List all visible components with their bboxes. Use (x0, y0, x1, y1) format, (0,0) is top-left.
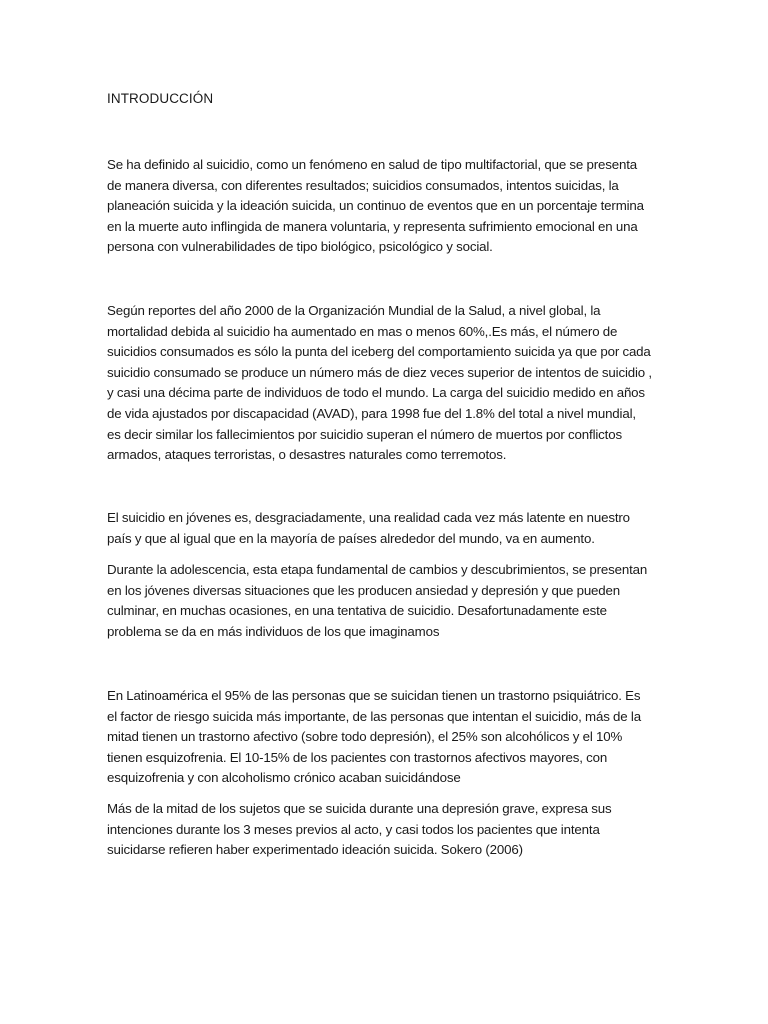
paragraph-definition: Se ha definido al suicidio, como un fenómeno en salud de tipo multifactorial, que se presenta de manera diversa, con diferentes resultados; suicidios consumados, intentos suicidas, la planeación suicida y la ideación suicida, un continuo de eventos que en un porcentaje termina en la muerte auto inflingida de manera voluntaria, y representa sufrimiento emocional en una persona con vulnerabilidades de tipo biológico, psicológico y social. (107, 157, 644, 255)
paragraph-latin-america: En Latinoamérica el 95% de las personas que se suicidan tienen un trastorno psiquiátrico. Es el factor de riesgo suicida más importante, de las personas que intentan el suicidio, más de la mitad tienen un trastorno afectivo (sobre todo depresión), el 25% son alcohólicos y el 10% tienen esquizofrenia. El 10-15% de los pacientes con trastornos afectivos mayores, con esquizofrenia y con alcoholismo crónico acaban suicidándose (107, 688, 641, 786)
paragraph-youth-suicide: El suicidio en jóvenes es, desgraciadamente, una realidad cada vez más latente en nuestro país y que al igual que en la mayoría de países alrededor del mundo, va en aumento. (107, 510, 630, 546)
paragraph-depression: Más de la mitad de los sujetos que se suicida durante una depresión grave, expresa sus intenciones durante los 3 meses previos al acto, y casi todos los pacientes que intenta suicidarse refieren haber experimentado ideación suicida. Sokero (2006) (107, 801, 612, 858)
paragraph-oms-reports: Según reportes del año 2000 de la Organización Mundial de la Salud, a nivel global, la mortalidad debida al suicidio ha aumentado en mas o menos 60%,.Es más, el número de suicidios consumados es sólo la punta del iceberg del comportamiento suicida ya que por cada suicidio consumado se produce un número más de diez veces superior de intentos de suicidio , y casi una décima parte de individuos de todo el mundo. La carga del suicidio medido en años de vida ajustados por discapacidad (AVAD), para 1998 fue del 1.8% del total a nivel mundial, es decir similar los fallecimientos por suicidio superan el número de muertos por conflictos armados, ataques terroristas, o desastres naturales como terremotos. (107, 303, 652, 463)
document-heading: INTRODUCCIÓN (107, 91, 214, 106)
paragraph-adolescence: Durante la adolescencia, esta etapa fundamental de cambios y descubrimientos, se presentan en los jóvenes diversas situaciones que les producen ansiedad y depresión y que pueden culminar, en muchas ocasiones, en una tentativa de suicidio. Desafortunadamente este problema se da en más individuos de los que imaginamos (107, 562, 648, 639)
